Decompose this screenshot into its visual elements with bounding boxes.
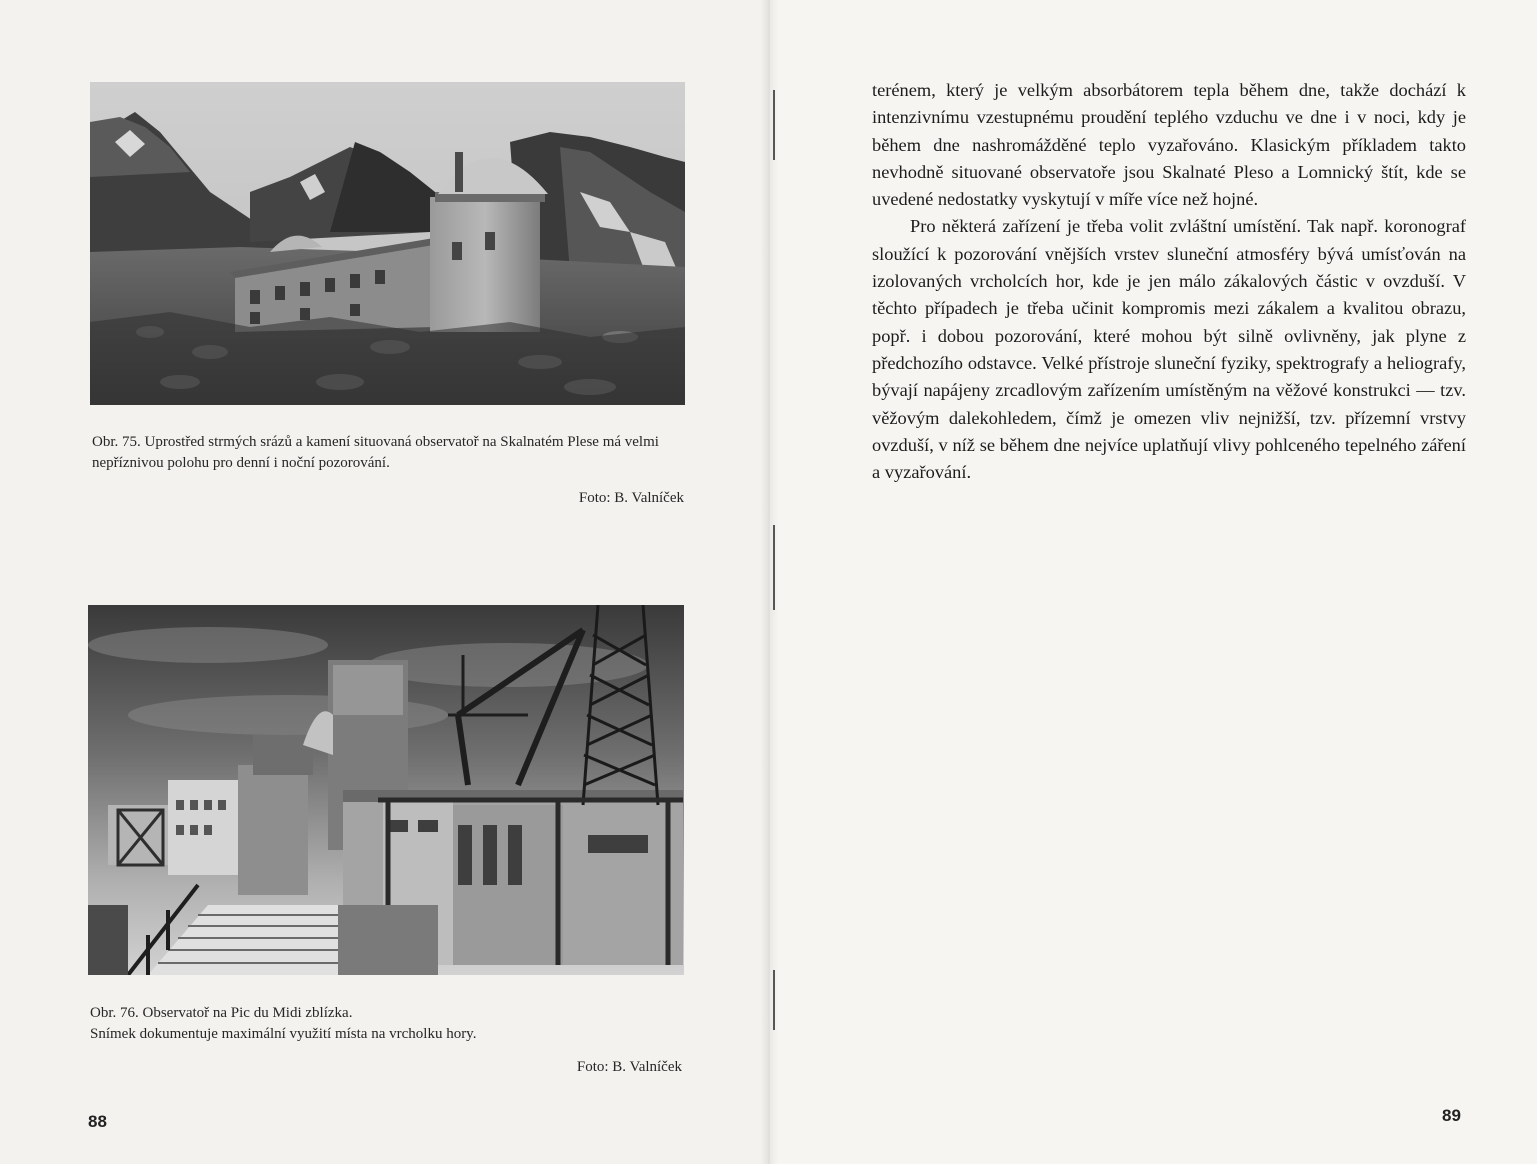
photo-pic-du-midi-observatory	[88, 605, 684, 975]
figure-76-credit: Foto: B. Valníček	[576, 1059, 682, 1075]
figure-76-caption	[90, 1003, 684, 1045]
gutter-shadow-mark	[773, 970, 775, 1030]
figure-76-caption-line1: Obr. 76. Observatoř na Pic du Midi zblízka.	[90, 1005, 353, 1021]
page-number-right: 89	[1442, 1106, 1461, 1125]
figure-75-caption: Obr. 75. Uprostřed strmých srázů a kamení situovaná observatoř na Skalnatém Plese má velmi nepříznivou polohu pro denní i noční pozorování.	[92, 434, 659, 471]
gutter-shadow-mark	[773, 90, 775, 160]
figure-76-caption-line2: Snímek dokumentuje maximální využití místa na vrcholku hory.	[90, 1026, 477, 1042]
paragraph-1: terénem, který je velkým absorbátorem tepla během dne, takže dochází k intenzivnímu vzestupnému proudění teplého vzduchu ve dne i v noci, kdy je během dne nashromážděné teplo vyzařováno. Klasickým příkladem takto nevhodně situované observatoře jsou Skalnaté Pleso a Lomnický štít, kde se uvedené nedostatky vyskytují v míře více než hojné.	[872, 80, 1466, 210]
gutter-shadow-mark	[773, 525, 775, 610]
page-number-left: 88	[88, 1112, 107, 1131]
right-page-body-text	[872, 77, 1466, 486]
figure-75-credit: Foto: B. Valníček	[578, 490, 684, 506]
book-gutter	[760, 0, 778, 1164]
paragraph-2: Pro některá zařízení je třeba volit zvláštní umístění. Tak např. koronograf sloužící k pozorování vnějších vrstev sluneční atmosféry bývá umísťován na izolovaných vrcholcích hor, kde je jen málo zákalových částic v ovzduší. V těchto případech je třeba učinit kompromis mezi zákalem a kvalitou obrazu, popř. i dobou pozorování, které mohou být silně ovlivněny, jak plyne z předchozího odstavce. Velké přístroje sluneční fyziky, spektrografy a heliografy, bývají napájeny zrcadlovým zařízením umístěným na věžové konstrukci — tzv. věžovým dalekohledem, čímž je omezen vliv nejnižší, tzv. přízemní vrstvy ovzduší, v níž se během dne nejvíce uplatňují vlivy pohlceného tepelného záření a vyzařování.	[872, 216, 1466, 483]
photo-skalnate-pleso-observatory	[90, 82, 685, 405]
